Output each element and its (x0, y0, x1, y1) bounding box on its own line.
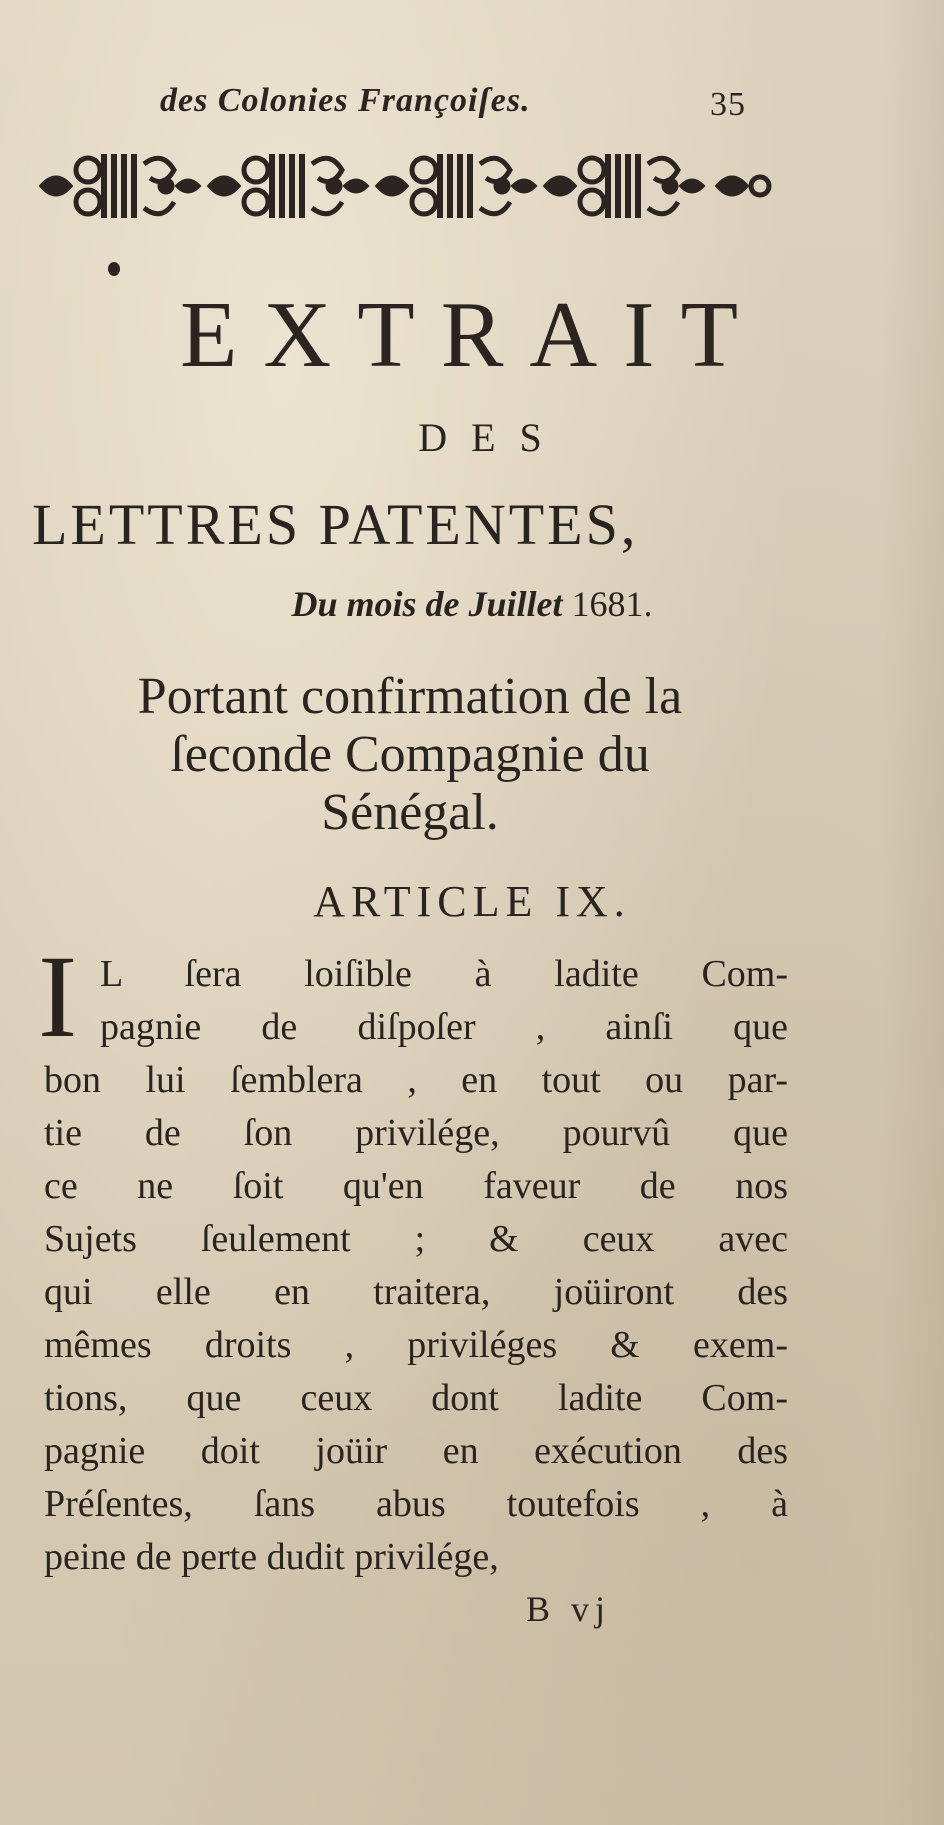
decorative-ornament-band (38, 140, 778, 232)
drop-cap: I (38, 931, 78, 1062)
body-line: pagnie doit joüir en exécution des (44, 1430, 788, 1472)
body-line: qui elle en traitera, joüiront des (44, 1271, 788, 1313)
subtitle-portant (30, 668, 790, 842)
body-line: bon lui ſemblera , en tout ou par- (44, 1059, 788, 1101)
date-line (0, 586, 944, 622)
subtitle-line-3: Sénégal. (321, 784, 499, 841)
subtitle-line-2: ſeconde Compagnie du (170, 726, 650, 783)
page-edge-shadow (880, 0, 944, 1825)
body-line: Sujets ſeulement ; & ceux avec (44, 1218, 788, 1260)
body-line: ce ne ſoit qu'en faveur de nos (44, 1165, 788, 1207)
subtitle-line-1: Portant confirmation de la (137, 668, 683, 725)
date-line-italic: Du mois de Juillet (291, 584, 563, 624)
heading-des: DES (418, 415, 566, 460)
ink-dot (108, 262, 120, 276)
body-line: L ſera loiſible à ladite Com- (100, 953, 788, 995)
article-title: ARTICLE IX. (313, 877, 631, 926)
date-line-year: 1681. (571, 584, 653, 624)
signature-mark: B vj (526, 1589, 612, 1629)
body-line: Préſentes, ſans abus toutefois , à (44, 1483, 788, 1525)
body-line: pagnie de diſpoſer , ainſi que (100, 1006, 788, 1048)
body-line: tions, que ceux dont ladite Com- (44, 1377, 788, 1419)
article-body (44, 948, 788, 1584)
heading-extrait: EXTRAIT (179, 283, 765, 387)
body-line: peine de perte dudit privilége, (44, 1536, 499, 1578)
body-line: mêmes droits , priviléges & exem- (44, 1324, 788, 1366)
body-line: tie de ſon privilége, pourvû que (44, 1112, 788, 1154)
heading-lettres-patentes: LETTRES PATENTES, (32, 492, 639, 557)
page-number: 35 (710, 86, 746, 123)
running-head-title: des Colonies Françoiſes. (160, 82, 531, 119)
